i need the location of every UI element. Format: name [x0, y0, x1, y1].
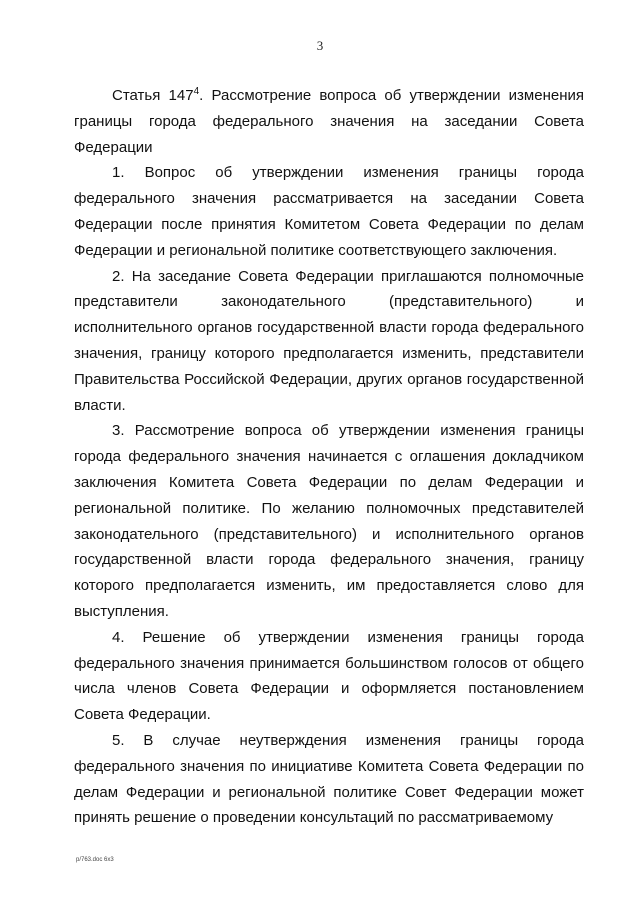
page-number: 3 — [316, 38, 324, 53]
article-heading — [74, 83, 584, 160]
paragraph-2: 2. На заседание Совета Федерации приглашаются полномочные представители законодательного (представительного) и исполнительного органов государственной власти города федерального значения, границу которого предполагается изменить, представители Правительства Российской Федерации, других органов государственной власти. — [74, 267, 584, 414]
footer-file-code: p/763.doc 6x3 — [76, 857, 114, 863]
article-title: . Рассмотрение вопроса об утверждении изменения границы города федерального значения на заседании Совета Федерации — [74, 87, 584, 156]
paragraph-1: 1. Вопрос об утверждении изменения границы города федерального значения рассматривается на заседании Совета Федерации после принятия Комитетом Совета Федерации по делам Федерации и региональной политике соответствующего заключения. — [74, 164, 584, 259]
article-label: Статья 147 — [112, 87, 194, 104]
paragraph-5: 5. В случае неутверждения изменения границы города федерального значения по инициативе Комитета Совета Федерации по делам Федерации и региональной политике Совет Федерации может принять решение о проведении консультаций по рассматриваемому — [74, 731, 584, 827]
paragraph-3: 3. Рассмотрение вопроса об утверждении изменения границы города федерального значения начинается с оглашения докладчиком заключения Комитета Совета Федерации по делам Федерации и региональной политике. По желанию полномочных представителей законодательного (представительного) и исполнительного органов государственной власти города федерального значения, границу которого предполагается изменить, им предоставляется слово для выступления. — [74, 422, 584, 620]
document-body — [74, 83, 584, 831]
article-superscript: 4 — [193, 86, 200, 97]
paragraph-4: 4. Решение об утверждении изменения границы города федерального значения принимается большинством голосов от общего числа членов Совета Федерации и оформляется постановлением Совета Федерации. — [74, 628, 584, 724]
